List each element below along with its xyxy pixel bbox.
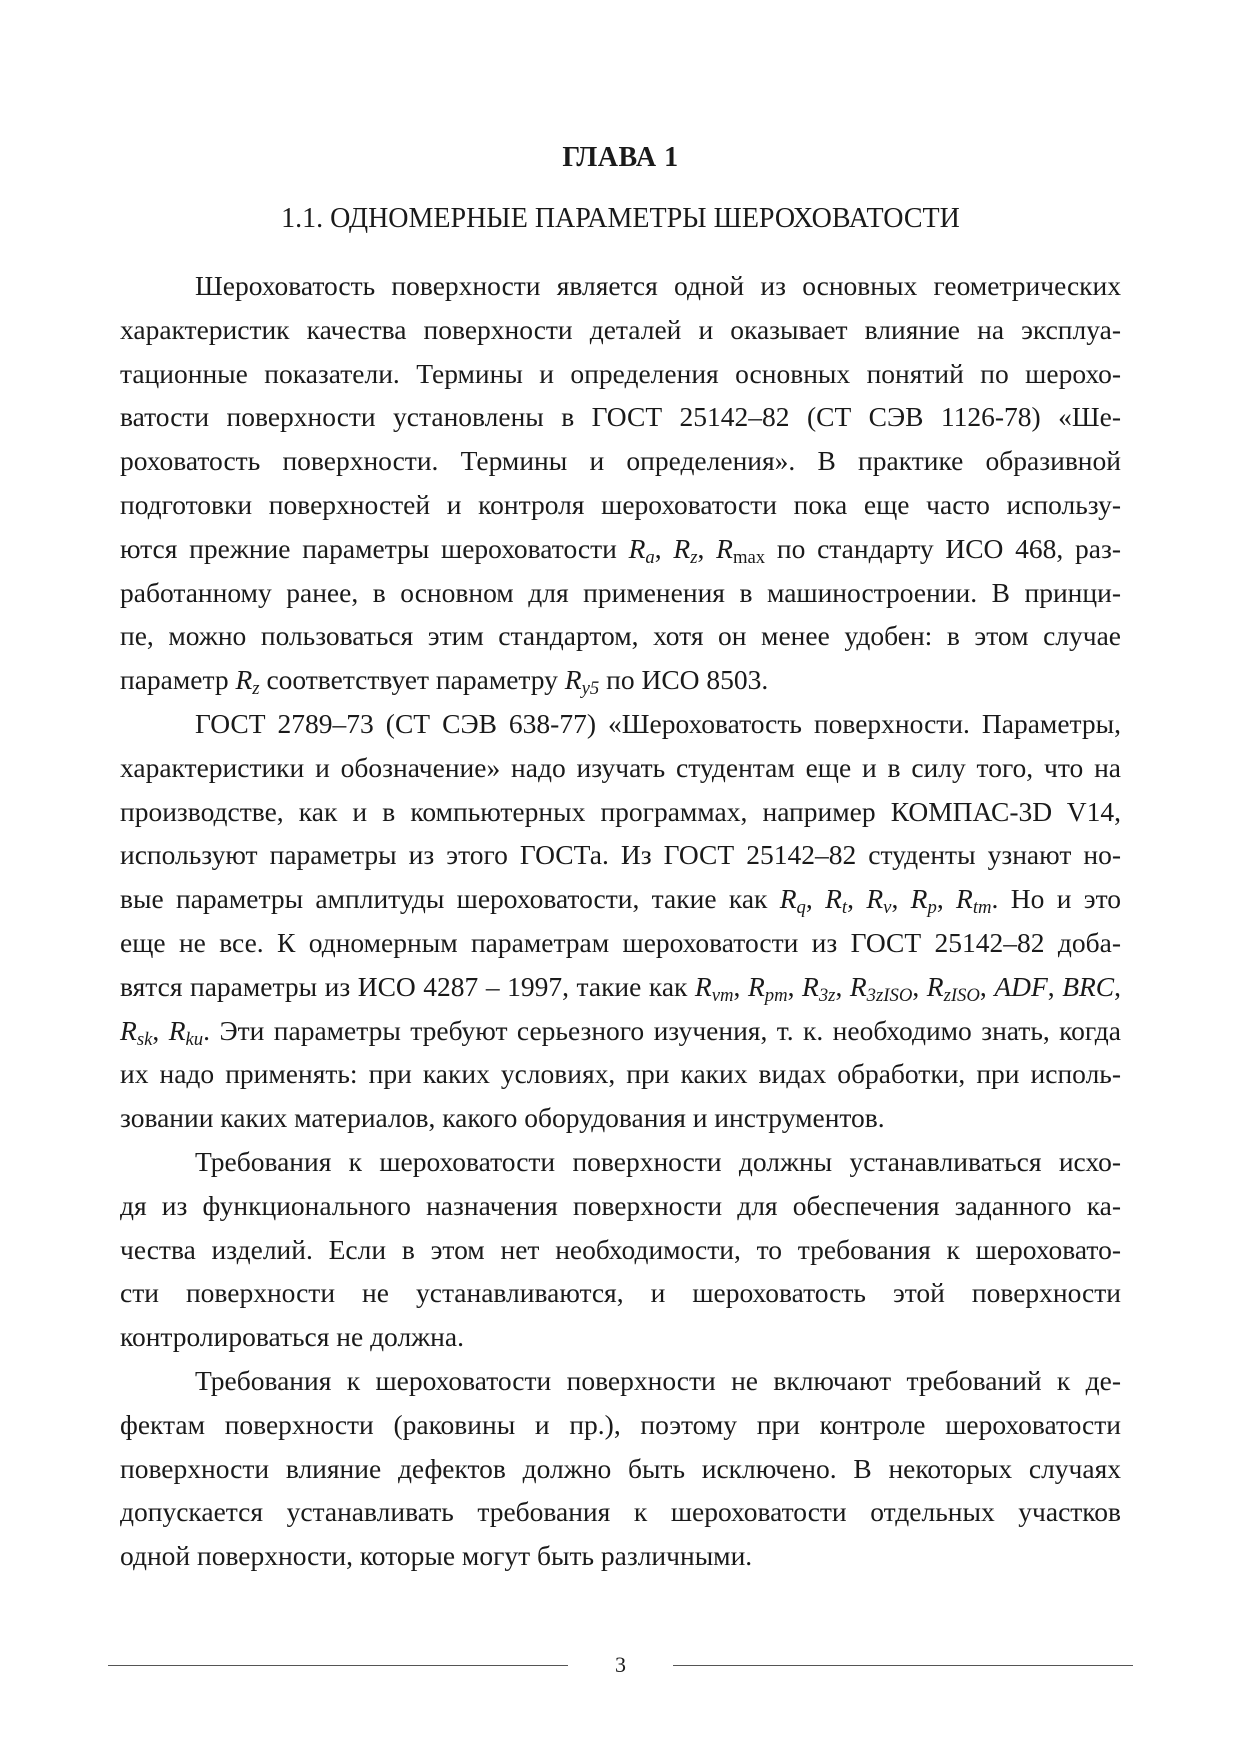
math-subscript: a [645,547,655,569]
math-symbol: R [694,970,712,1002]
text-line [120,1140,1121,1184]
math-symbol: R [849,970,867,1002]
text-run: производстве, как и в компьютерных программах, например КОМПАС-3D V14, [120,795,1121,827]
text-line [120,264,1121,308]
section-title: 1.1. ОДНОМЕРНЫЕ ПАРАМЕТРЫ ШЕРОХОВАТОСТИ [281,203,960,234]
text-run: дя из функционального назначения поверхности для обеспечения заданного ка- [120,1189,1121,1221]
text-run: чества изделий. Если в этом нет необходимости, то требования к шероховато- [120,1233,1121,1265]
text-line [120,658,1121,702]
math-symbol: R [628,532,646,564]
page-footer [108,1648,1133,1678]
text-run: ются прежние параметры шероховатости [120,532,629,564]
text-run: , [891,883,911,915]
text-line [120,439,1121,483]
text-line [120,527,1121,571]
text-run: одной поверхности, которые могут быть различными. [120,1540,753,1572]
text-run: BRC [1062,970,1115,1002]
math-symbol: R [564,664,582,696]
text-run: пе, можно пользоваться этим стандартом, хотя он менее удобен: в этом случае [120,620,1121,652]
text-line [120,614,1121,658]
text-run: Требования к шероховатости поверхности не включают требований к де- [195,1364,1121,1396]
text-line [120,1009,1121,1053]
math-subscript: z [252,678,260,700]
math-symbol: R [747,970,765,1002]
math-subscript: sk [136,1028,153,1050]
text-line [120,483,1121,527]
text-run: поверхности влияние дефектов должно быть исключено. В некоторых случаях [120,1452,1121,1484]
text-line [120,1359,1121,1403]
text-run: . Эти параметры требуют серьезного изучения, т. к. необходимо знать, когда [203,1014,1121,1046]
math-symbol: R [716,532,733,564]
text-run: вятся параметры из ИСО 4287 – 1997, такие как [120,970,695,1002]
math-subscript: q [796,897,806,919]
chapter-title: ГЛАВА 1 [562,142,679,173]
math-subscript: zISO [943,984,980,1006]
paragraph [120,264,1121,702]
text-line [120,1271,1121,1315]
text-run: используют параметры из этого ГОСТа. Из ГОСТ 25142–82 студенты узнают но- [120,839,1121,871]
text-run: подготовки поверхностей и контроля шероховатости пока еще часто использу- [120,488,1121,520]
text-run: , [847,883,867,915]
text-line [120,1096,1121,1140]
text-line [120,1228,1121,1272]
math-symbol: R [168,1014,186,1046]
text-run: соответствует параметру [259,664,565,696]
paragraph [120,702,1121,1140]
math-subscript: pm [764,984,788,1006]
text-run: , [733,970,748,1002]
text-run: Шероховатость поверхности является одной из основных геометрических [195,270,1121,301]
text-line [120,352,1121,396]
text-run: , [654,532,674,564]
text-run: работанному ранее, в основном для применения в машиностроении. В принци- [120,576,1121,608]
math-subscript: max [732,547,766,569]
text-run: ГОСТ 2789–73 (СТ СЭВ 638-77) «Шероховатость поверхности. Параметры, [195,707,1121,739]
text-run: , [979,970,995,1002]
text-run: характеристики и обозначение» надо изучать студентам еще и в силу того, что на [120,751,1121,783]
text-run: их надо применять: при каких условиях, при каких видах обработки, при исполь- [120,1058,1121,1090]
text-run: , [152,1014,169,1046]
math-subscript: t [841,897,848,919]
text-line [120,790,1121,834]
math-subscript: z [690,547,698,569]
math-subscript: vm [711,984,734,1006]
math-subscript: 3z [818,984,836,1006]
paragraph [120,1140,1121,1359]
text-run: еще не все. К одномерным параметрам шероховатости из ГОСТ 25142–82 доба- [120,926,1121,958]
footer-rule-right [673,1665,1133,1666]
text-run: , [787,970,802,1002]
math-symbol: R [673,532,691,564]
text-run: по ИСО 8503. [599,664,769,696]
math-subscript: v [883,897,892,919]
text-run: зовании каких материалов, какого оборудования и инструментов. [120,1102,885,1134]
text-run: характеристик качества поверхности деталей и оказывает влияние на эксплуа- [120,313,1121,345]
text-run: контролироваться не должна. [120,1321,464,1353]
math-symbol: R [779,883,797,915]
text-line [120,833,1121,877]
text-line [120,702,1121,746]
math-subscript: y5 [581,678,600,700]
text-run: роховатость поверхности. Термины и определения». В практике образивной [120,445,1121,477]
text-run: тационные показатели. Термины и определения основных понятий по шерохо- [120,357,1121,389]
text-run: , [936,883,957,915]
text-run: параметр [120,664,236,696]
math-symbol: R [825,883,842,915]
math-symbol: R [120,1014,137,1046]
math-symbol: R [926,970,944,1002]
text-line [120,1052,1121,1096]
text-line [120,308,1121,352]
text-line [120,1403,1121,1447]
text-run: ватости поверхности установлены в ГОСТ 25142–82 (СТ СЭВ 1126-78) «Ше- [120,401,1121,433]
body-text [120,264,1121,1578]
math-subscript: 3zISO [866,984,913,1006]
text-line [120,395,1121,439]
text-line [120,746,1121,790]
footer-rule-left [108,1665,568,1666]
text-line [120,571,1121,615]
text-run: Требования к шероховатости поверхности должны устанавливаться исхо- [195,1145,1121,1177]
math-symbol: R [802,970,819,1002]
paragraph [120,1359,1121,1578]
math-symbol: R [956,883,973,915]
text-line [120,1534,1121,1578]
text-run: фектам поверхности (раковины и пр.), поэтому при контроле шероховатости [120,1408,1121,1440]
text-line [120,1315,1121,1359]
text-line [120,1490,1121,1534]
text-run: . Но и это [991,883,1121,915]
math-symbol: R [866,883,884,915]
text-run: ADF [994,970,1048,1002]
page-number: 3 [615,1652,626,1677]
text-run: допускается устанавливать требования к шероховатости отдельных участков [120,1496,1121,1528]
text-run: , [1114,970,1122,1002]
text-line [120,877,1121,921]
text-run: , [697,532,717,564]
text-run: вые параметры амплитуды шероховатости, такие как [120,883,780,915]
text-run: , [805,883,826,915]
text-line [120,1184,1121,1228]
text-line [120,1447,1121,1491]
math-subscript: tm [972,897,992,919]
math-symbol: R [910,883,928,915]
math-subscript: ku [185,1028,204,1050]
text-line [120,921,1121,965]
text-run: , [1047,970,1063,1002]
text-line [120,965,1121,1009]
text-run: , [835,970,850,1002]
text-run: по стандарту ИСО 468, раз- [765,532,1122,564]
text-run: сти поверхности не устанавливаются, и шероховатость этой поверхности [120,1277,1121,1309]
math-subscript: p [927,897,937,919]
math-symbol: R [235,664,253,696]
text-run: , [912,970,927,1002]
